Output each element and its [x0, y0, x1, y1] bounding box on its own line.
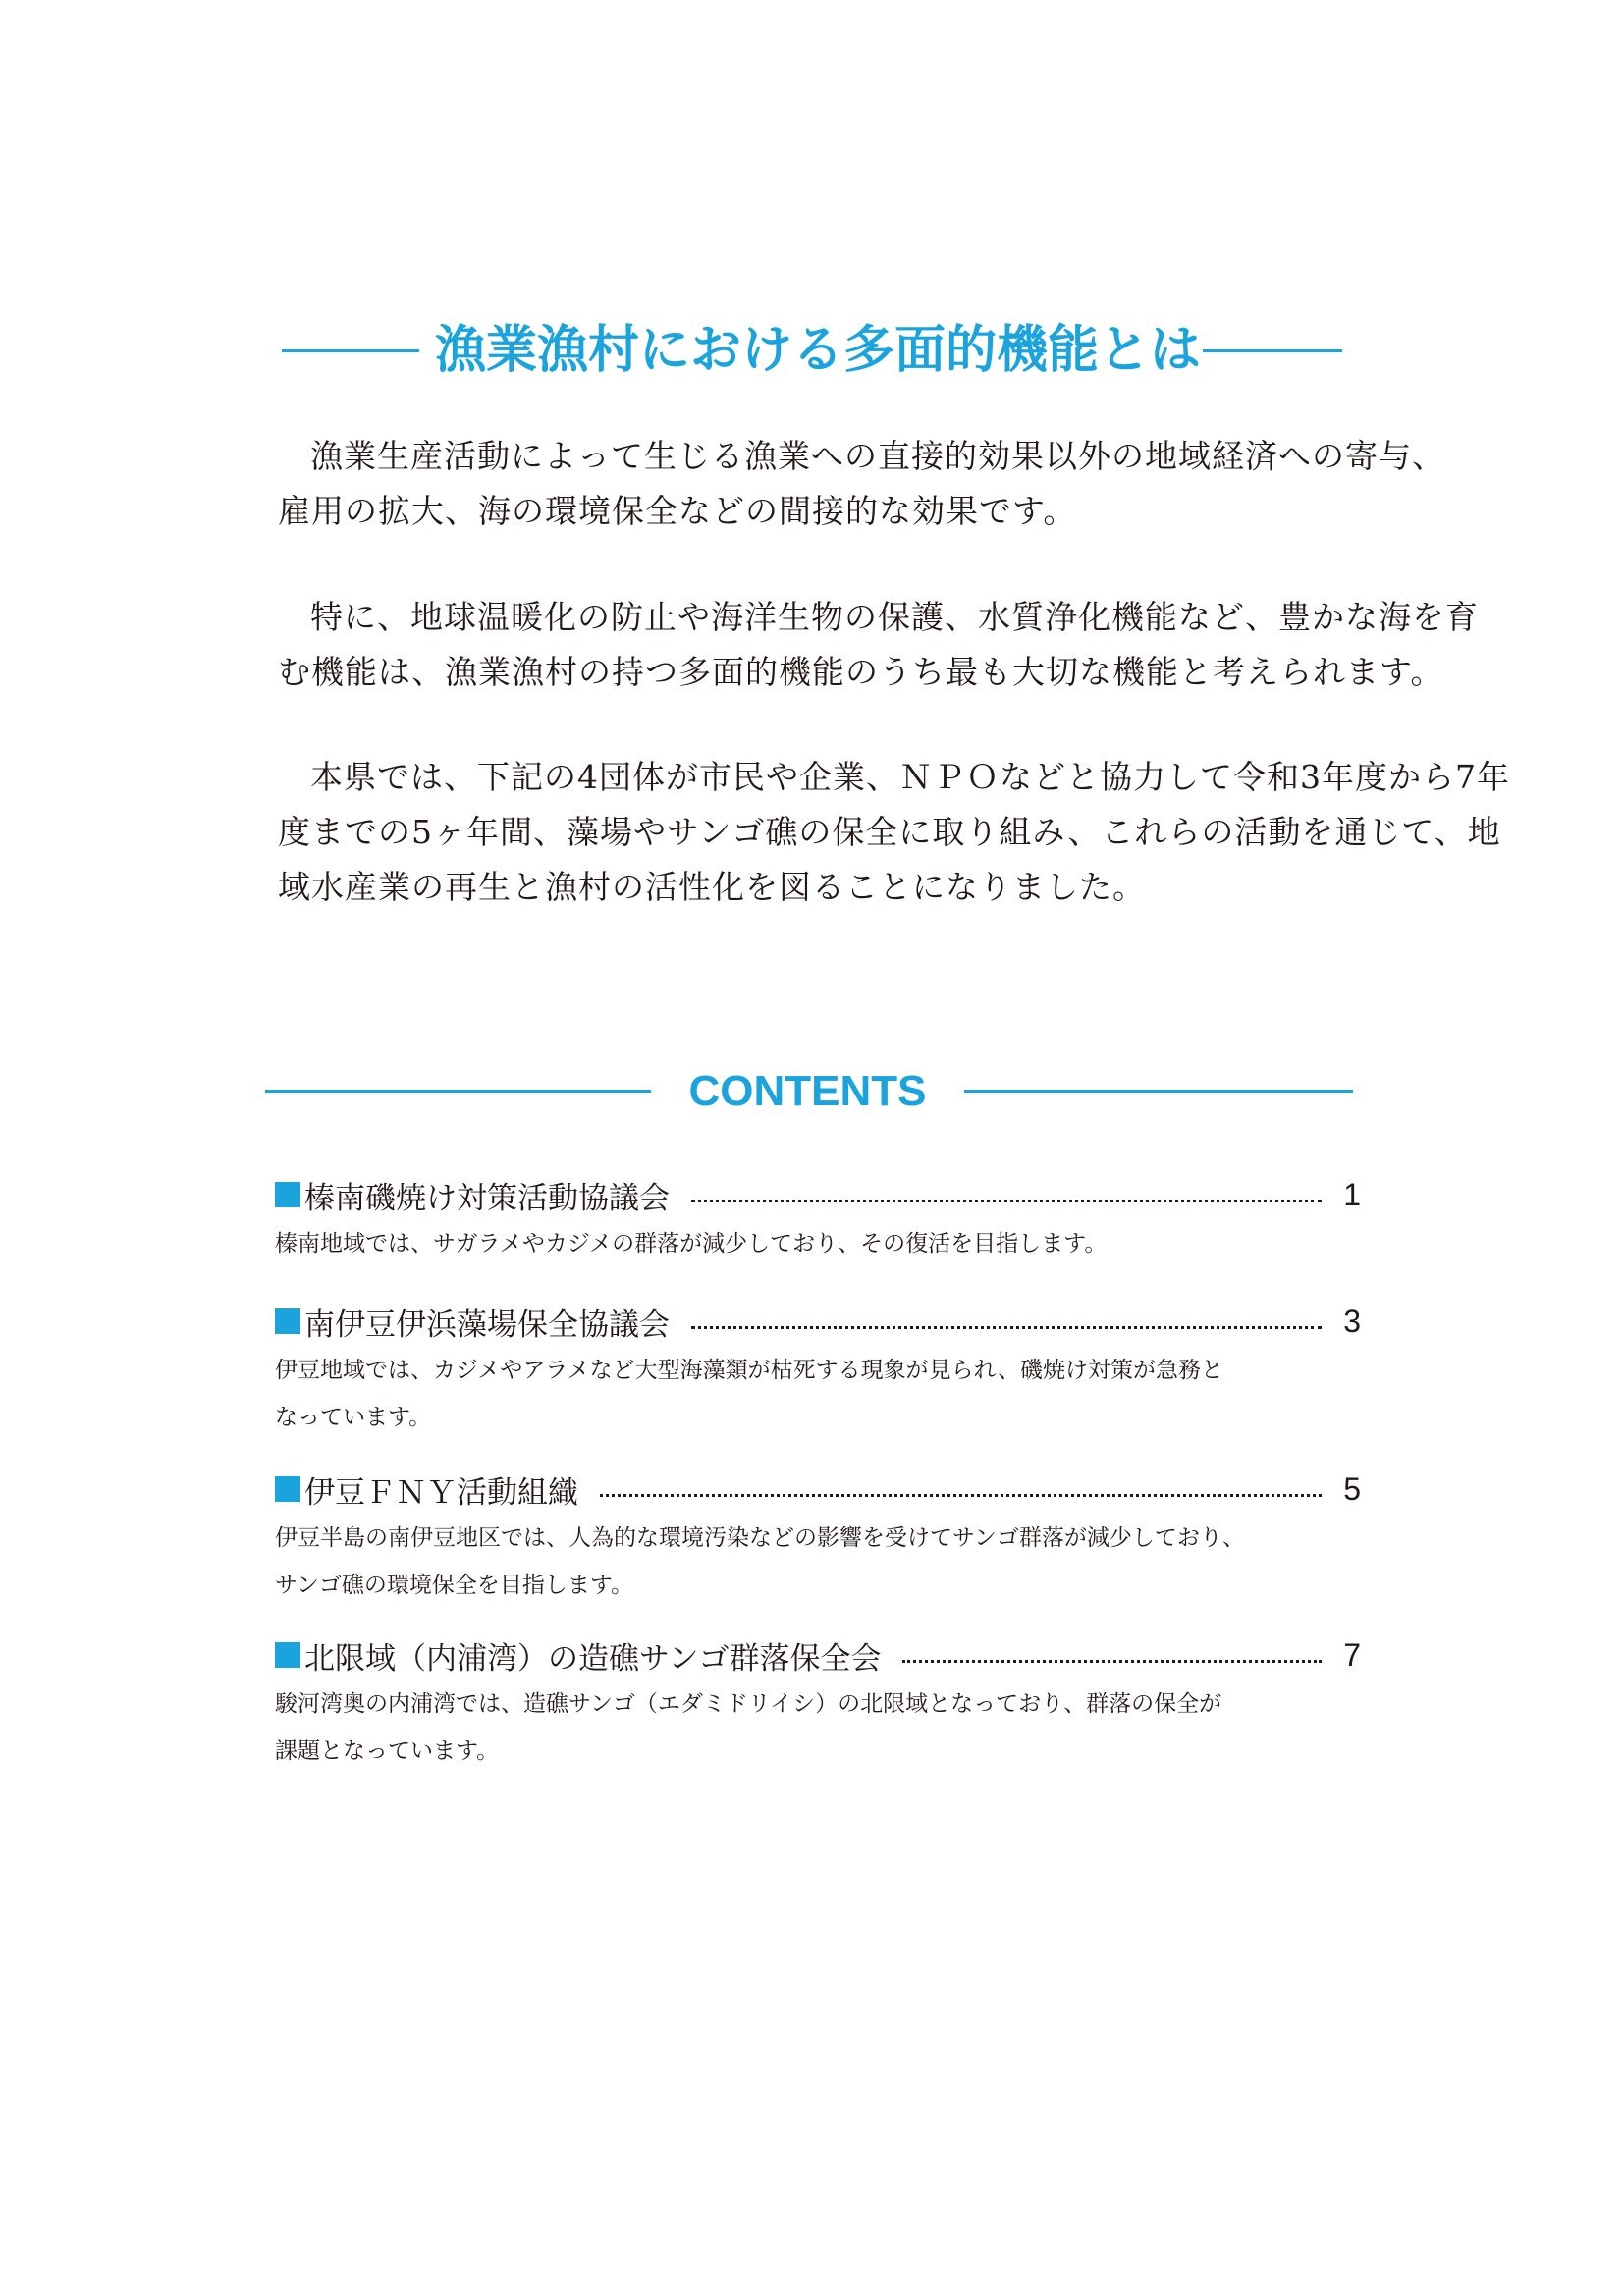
- toc-entry-title[interactable]: 伊豆ＦＮＹ活動組織: [304, 1474, 578, 1511]
- toc-entry[interactable]: [275, 1298, 1365, 1441]
- toc-entry-row[interactable]: [275, 1466, 1365, 1513]
- dot-leader: [902, 1660, 1322, 1663]
- text-line: 伊豆地域では、カジメやアラメなど大型海藻類が枯死する現象が見られ、磯焼け対策が急務と: [275, 1358, 1223, 1383]
- toc-entry-title[interactable]: 北限域（内浦湾）の造礁サンゴ群落保全会: [304, 1640, 882, 1677]
- dot-leader: [600, 1494, 1322, 1497]
- intro-paragraph-3: [278, 750, 1510, 915]
- text-line: 雇用の拡大、海の環境保全などの間接的な効果です。: [278, 492, 1077, 530]
- text-line: 度までの5ヶ年間、藻場やサンゴ礁の保全に取り組み、これらの活動を通じて、地: [278, 813, 1501, 851]
- toc-entry-description: [275, 1220, 1365, 1267]
- contents-title: CONTENTS: [688, 1067, 927, 1115]
- text-line: 域水産業の再生と漁村の活性化を図ることになりました。: [278, 868, 1146, 906]
- heading-rule-right: [1203, 349, 1342, 352]
- text-line: 本県では、下記の4団体が市民や企業、ＮＰＯなどと協力して令和3年度から7年: [310, 758, 1510, 796]
- toc-page-number[interactable]: 7: [1343, 1636, 1361, 1673]
- toc-page-number[interactable]: 5: [1343, 1470, 1361, 1507]
- text-line: なっています。: [275, 1405, 432, 1430]
- text-line: 漁業生産活動によって生じる漁業への直接的効果以外の地域経済への寄与、: [310, 437, 1445, 475]
- intro-paragraph-2: [278, 590, 1479, 700]
- toc-entry-row[interactable]: [275, 1298, 1365, 1345]
- intro-paragraph-1: [278, 429, 1445, 539]
- heading-rule-left: [282, 349, 419, 352]
- toc-entry-row[interactable]: [275, 1631, 1365, 1679]
- toc-page-number[interactable]: 3: [1343, 1303, 1361, 1339]
- toc-entry[interactable]: [275, 1171, 1365, 1267]
- page-title: 漁業漁村における多面的機能とは: [435, 321, 1202, 380]
- toc-entry-title[interactable]: 榛南磯焼け対策活動協議会: [304, 1180, 670, 1216]
- contents-rule-left: [265, 1090, 651, 1093]
- toc-entry[interactable]: [275, 1631, 1365, 1775]
- text-line: サンゴ礁の環境保全を目指します。: [275, 1573, 634, 1598]
- toc-entry-row[interactable]: [275, 1171, 1365, 1218]
- dot-leader: [691, 1326, 1322, 1329]
- square-bullet-icon: [275, 1476, 300, 1502]
- section-heading: [282, 316, 1342, 385]
- square-bullet-icon: [275, 1182, 300, 1207]
- toc-entry-description: [275, 1347, 1365, 1441]
- text-line: 課題となっています。: [275, 1738, 500, 1764]
- toc-entry-title[interactable]: 南伊豆伊浜藻場保全協議会: [304, 1307, 670, 1343]
- toc-entry-description: [275, 1681, 1365, 1775]
- square-bullet-icon: [275, 1642, 300, 1668]
- dot-leader: [691, 1200, 1322, 1202]
- contents-heading: [265, 1060, 1353, 1123]
- toc-entry-description: [275, 1515, 1365, 1609]
- toc-entry[interactable]: [275, 1466, 1365, 1609]
- text-line: 特に、地球温暖化の防止や海洋生物の保護、水質浄化機能など、豊かな海を育: [310, 598, 1479, 636]
- toc-page-number[interactable]: 1: [1343, 1176, 1361, 1212]
- text-line: 伊豆半島の南伊豆地区では、人為的な環境汚染などの影響を受けてサンゴ群落が減少しており、: [275, 1525, 1245, 1551]
- text-line: 榛南地域では、サガラメやカジメの群落が減少しており、その復活を目指します。: [275, 1231, 1108, 1256]
- contents-rule-right: [964, 1090, 1353, 1093]
- text-line: む機能は、漁業漁村の持つ多面的機能のうち最も大切な機能と考えられます。: [278, 653, 1444, 691]
- text-line: 駿河湾奥の内浦湾では、造礁サンゴ（エダミドリイシ）の北限域となっており、群落の保全が: [275, 1691, 1222, 1717]
- square-bullet-icon: [275, 1308, 300, 1334]
